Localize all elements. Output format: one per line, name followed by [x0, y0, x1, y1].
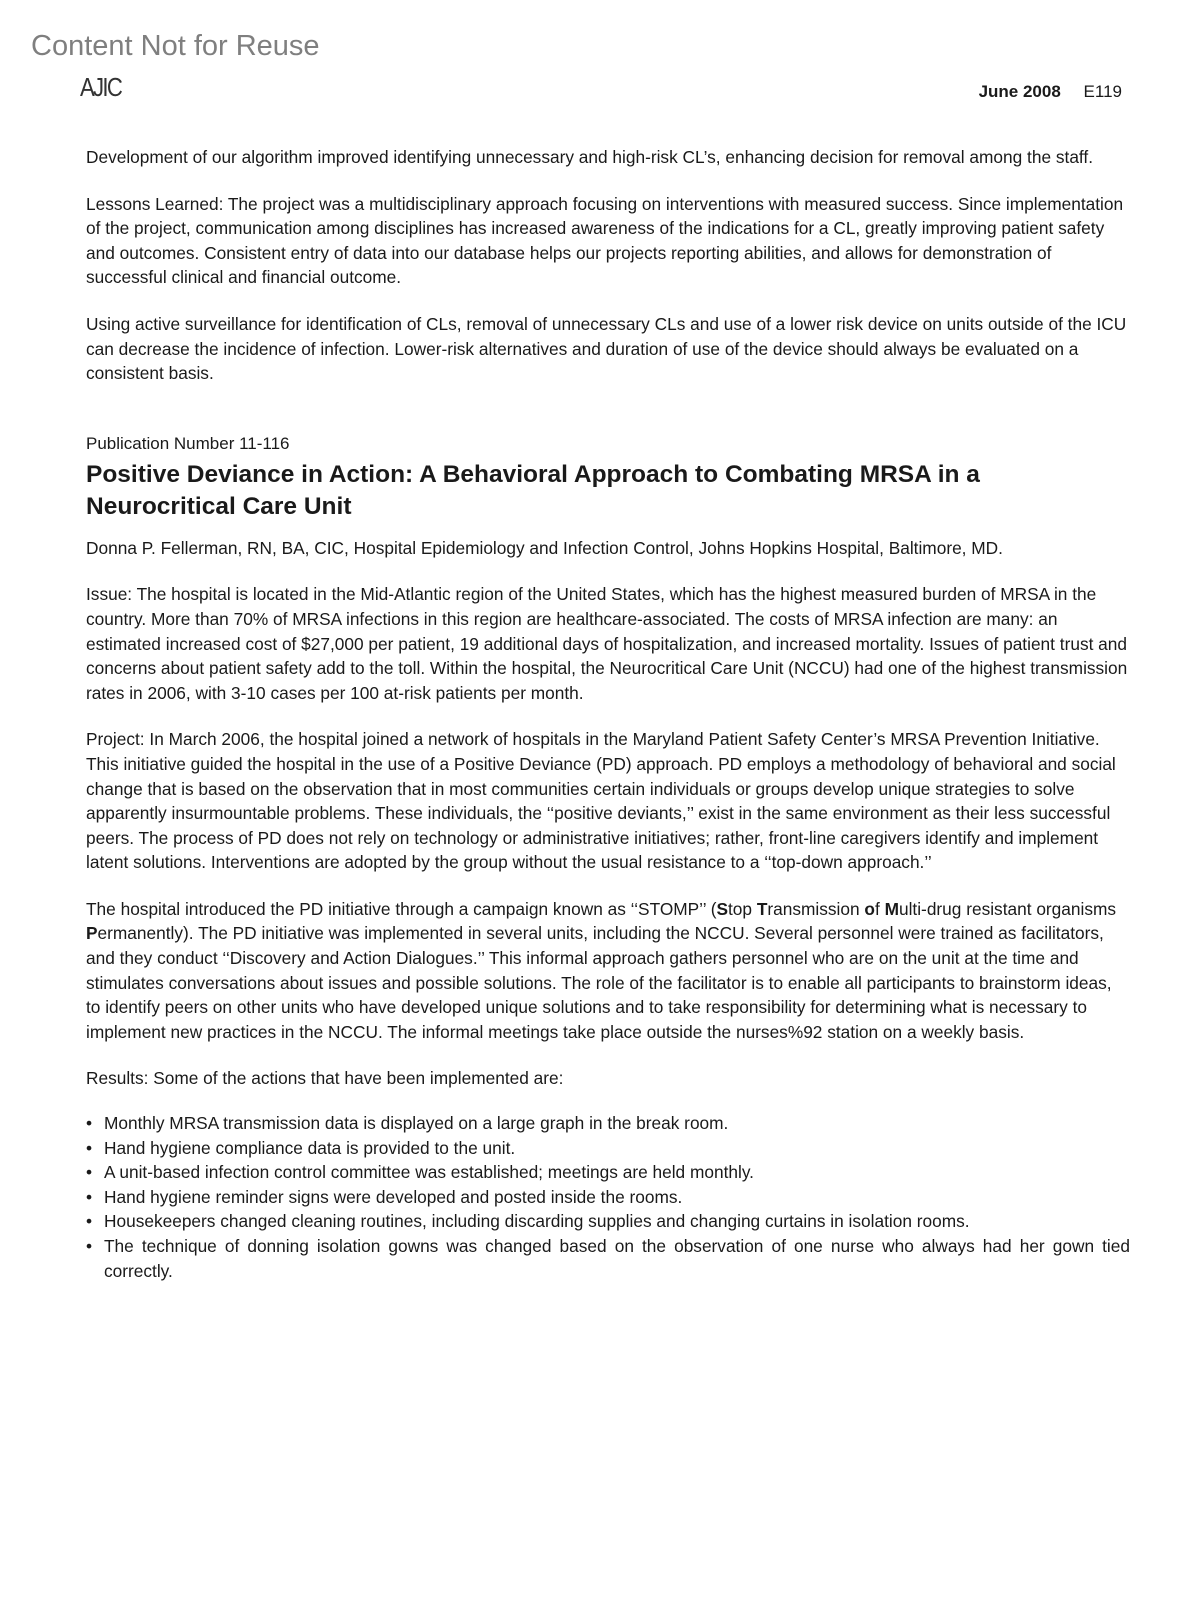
list-item [86, 1111, 1130, 1136]
page-header [979, 82, 1122, 102]
issue-paragraph: Issue: The hospital is located in the Mid-Atlantic region of the United States, which has the highest measured burden of MRSA in the country. More than 70% of MRSA infections in this region are healthcare-associated. The costs of MRSA infection are many: an estimated increased cost of $27,000 per patient, 19 additional days of hospitalization, and increased mortality. Issues of patient trust and concerns about patient safety add to the toll. Within the hospital, the Neurocritical Care Unit (NCCU) had one of the highest transmission rates in 2006, with 3-10 cases per 100 at-risk patients per month. [86, 584, 1128, 703]
bullet-icon: • [86, 1162, 93, 1183]
bullet-icon: • [86, 1137, 93, 1158]
acronym-word: ransmission [767, 898, 865, 919]
list-item [86, 1160, 1130, 1185]
bullet-icon: • [86, 1113, 93, 1134]
results-intro: Results: Some of the actions that have been implemented are: [86, 1068, 564, 1089]
acronym-word: top [728, 898, 757, 919]
watermark: Content Not for Reuse [31, 30, 320, 62]
stomp-body: ermanently). The PD initiative was implemented in several units, including the NCCU. Several personnel were trained as facilitators, and they conduct ‘‘Discovery and Action Dialogues.’’ This informal approach gathers personnel who are on the unit at the time and stimulates conversations about issues and possible solutions. The role of the facilitator is to enable all participants to brainstorm ideas, to identify peers on other units who have developed unique solutions and to take responsibility for determining what is necessary to implement new practices in the NCCU. The informal meetings take place outside the nurses%92 station on a weekly basis. [86, 923, 1112, 1042]
intro-paragraph: Development of our algorithm improved identifying unnecessary and high-risk CL’s, enhancing decision for removal among the staff. [86, 147, 1094, 167]
bullet-icon: • [86, 1211, 93, 1232]
acronym-letter: S [716, 898, 728, 919]
bullet-icon: • [86, 1186, 93, 1207]
list-item-text: A unit-based infection control committee was established; meetings are held monthly. [104, 1162, 754, 1183]
acronym-letter: M [884, 898, 899, 919]
stomp-paragraph [86, 897, 1130, 1045]
journal-logo: AJIC [80, 72, 122, 102]
page-content [86, 145, 1130, 1283]
list-item [86, 1136, 1130, 1161]
acronym-word: ulti-drug resistant organisms [898, 898, 1117, 919]
list-item [86, 1185, 1130, 1210]
list-item-text: Hand hygiene compliance data is provided to the unit. [104, 1137, 516, 1158]
list-item [86, 1234, 1130, 1283]
page-number: E119 [1083, 82, 1122, 101]
issue-date: June 2008 [978, 82, 1061, 101]
bullet-icon: • [86, 1236, 93, 1256]
project-paragraph: Project: In March 2006, the hospital joined a network of hospitals in the Maryland Patient Safety Center’s MRSA Prevention Initiative. This initiative guided the hospital in the use of a Positive Deviance (PD) approach. PD employs a methodology of behavioral and social change that is based on the observation that in most communities certain individuals or groups develop unique strategies to solve apparently insurmountable problems. These individuals, the ‘‘positive deviants,’’ exist in the same environment as their less successful peers. The process of PD does not rely on technology or administrative initiatives; rather, front-line caregivers identify and implement latent solutions. Interventions are adopted by the group without the usual resistance to a ‘‘top-down approach.’’ [86, 729, 1116, 873]
acronym-letter: P [86, 923, 98, 944]
conclusion-paragraph: Using active surveillance for identification of CLs, removal of unnecessary CLs and use of a lower risk device on units outside of the ICU can decrease the incidence of infection. Lower-risk alternatives and duration of use of the device should always be evaluated on a consistent basis. [86, 313, 1127, 384]
author-line [86, 536, 1130, 561]
list-item-text: The technique of donning isolation gowns was changed based on the observation of one nurse who always had her gown tied correctly. [104, 1236, 1130, 1281]
article-title: Positive Deviance in Action: A Behavioral Approach to Combating MRSA in a Neurocritical Care Unit [86, 460, 980, 521]
list-item-text: Hand hygiene reminder signs were developed and posted inside the rooms. [104, 1186, 683, 1207]
author-name: Donna P. Fellerman, RN, BA, CIC, [86, 537, 349, 558]
list-item [86, 1209, 1130, 1234]
list-item-text: Monthly MRSA transmission data is displayed on a large graph in the break room. [104, 1113, 729, 1134]
acronym-letter: o [864, 898, 875, 919]
acronym-word: f [874, 898, 885, 919]
list-item-text: Housekeepers changed cleaning routines, including discarding supplies and changing curtains in isolation rooms. [104, 1211, 970, 1232]
acronym-letter: T [756, 898, 768, 919]
author-affiliation: Hospital Epidemiology and Infection Control, Johns Hopkins Hospital, Baltimore, MD. [348, 537, 1003, 558]
results-list [86, 1111, 1130, 1283]
publication-number: Publication Number 11-116 [86, 433, 290, 453]
stomp-lead: The hospital introduced the PD initiative through a campaign known as ‘‘STOMP’’ ( [86, 898, 717, 919]
lessons-learned-paragraph: Lessons Learned: The project was a multidisciplinary approach focusing on interventions with measured success. Since implementation of the project, communication among disciplines has increased awareness of the indications for a CL, greatly improving patient safety and outcomes. Consistent entry of data into our database helps our projects reporting abilities, and allows for demonstration of successful clinical and financial outcome. [86, 193, 1124, 288]
